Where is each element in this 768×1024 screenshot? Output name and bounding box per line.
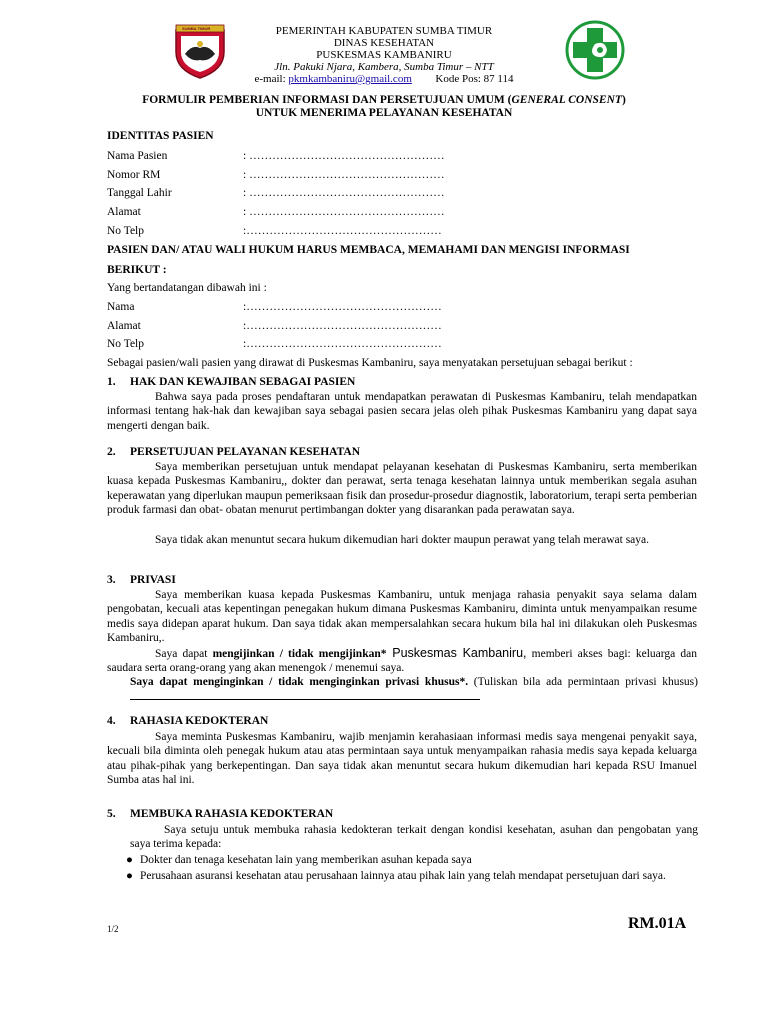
email-label: e-mail:	[254, 73, 286, 85]
section-number: 4.	[107, 715, 116, 727]
privacy-paragraph: Saya dapat menginginkan / tidak menginginkan privasi khusus*. (Tuliskan bila ada permintaan privasi khusus)	[130, 675, 698, 705]
section-number: 1.	[107, 376, 116, 388]
title-part-2: )	[621, 94, 626, 106]
email-link[interactable]: pkmkambaniru@gmail.com	[288, 73, 412, 85]
section-number: 5.	[107, 808, 116, 820]
section-paragraph: Bahwa saya pada proses pendaftaran untuk mendapatkan perawatan di Puskesmas Kambaniru, telah mendapatkan informasi tentang hak-hak dan kewajiban saya sebagai pasien secara jelas oleh pihak Puskesmas Kambaniru yang dapat saya mengerti dengan baik.	[107, 391, 697, 432]
access-permission-paragraph: Saya dapat mengijinkan / tidak mengijinkan* Puskesmas Kambaniru, memberi akses bagi: keluarga dan saudara serta orang-orang yang akan menengok / menemui saya.	[107, 646, 697, 675]
list-item: ● Perusahaan asuransi kesehatan atau perusahaan lainnya atau pihak lain yang telah mendapat persetujuan dari saya.	[126, 870, 666, 882]
section-title: PRIVASI	[130, 574, 176, 586]
privacy-choice[interactable]: Saya dapat menginginkan / tidak menginginkan privasi khusus*.	[130, 676, 469, 688]
guardian-heading: PASIEN DAN/ ATAU WALI HUKUM HARUS MEMBACA, MEMAHAMI DAN MENGISI INFORMASI	[107, 244, 630, 256]
form-code: RM.01A	[628, 915, 687, 932]
medical-record-field[interactable]: : ……………………………………………	[243, 169, 445, 181]
field-label: Nama Pasien	[107, 150, 168, 162]
identity-heading: IDENTITAS PASIEN	[107, 130, 214, 142]
guardian-phone-field[interactable]: :……………………………………………	[243, 338, 442, 350]
guardian-address-field[interactable]: :……………………………………………	[243, 320, 442, 332]
header-puskesmas: PUSKESMAS KAMBANIRU	[316, 49, 452, 61]
phone-field[interactable]: :……………………………………………	[243, 225, 442, 237]
section-paragraph: Saya tidak akan menuntut secara hukum dikemudian hari dokter maupun perawat yang telah merawat saya.	[155, 534, 650, 546]
section-paragraph: Saya memberikan persetujuan untuk mendapat pelayanan kesehatan di Puskesmas Kambaniru, serta memberikan kuasa kepada Puskesmas Kambaniru,, dokter dan perawat, serta tenaga kesehatan lainnya untuk memberikan segala asuhan keperawatan yang diperlukan maupun pemeriksaan fisik dan prosedur-prosedur diagnostik, laboratorium, terapi serta pemberian produk farmasi dan obat- obatan menurut pertimbangan dokter yang disarankan pada perawatan saya.	[107, 461, 697, 516]
section-number: 3.	[107, 574, 116, 586]
field-label: No Telp	[107, 338, 144, 350]
privacy-request-line[interactable]	[130, 689, 480, 700]
permission-choice[interactable]: mengijinkan / tidak mengijinkan*	[212, 648, 387, 660]
field-label: Alamat	[107, 206, 141, 218]
section-paragraph: Saya meminta Puskesmas Kambaniru, wajib menjamin kerahasiaan informasi medis saya mengenai penyakit saya, kecuali bila diminta oleh penegak hukum atau atas permintaan saya untuk menyampaikan rahasia medis saya kepada keluarga atau pihak-pihak yang berkepentingan. Dan saya tidak akan menuntut secara hukum dikemudian hari kepada RSU Imanuel Sumba atas hal ini.	[107, 731, 697, 786]
guardian-intro: Yang bertandatangan dibawah ini :	[107, 282, 267, 294]
field-label: Nomor RM	[107, 169, 161, 181]
list-item: ● Dokter dan tenaga kesehatan lain yang memberikan asuhan kepada saya	[126, 854, 472, 866]
postcode: Kode Pos: 87 114	[435, 73, 514, 85]
header-department: DINAS KESEHATAN	[333, 37, 435, 49]
section-paragraph: Saya memberikan kuasa kepada Puskesmas Kambaniru, untuk menjaga rahasia penyakit saya selama dalam pengobatan, kecuali atas kepentingan penegakan hukum dimana Puskesmas Kambaniru, diminta untuk menyampaikan resume medis saya didepan aparat hukum. Dan saya tidak akan mempersalahkan secara hukum bila hal ini dilakukan oleh Puskesmas Kambaniru,.	[107, 589, 697, 644]
section-title: HAK DAN KEWAJIBAN SEBAGAI PASIEN	[130, 376, 356, 388]
header-government: PEMERINTAH KABUPATEN SUMBA TIMUR	[275, 25, 493, 37]
title-part-1: FORMULIR PEMBERIAN INFORMASI DAN PERSETUJUAN UMUM (	[142, 94, 512, 106]
section-title: RAHASIA KEDOKTERAN	[130, 715, 269, 727]
field-label: Nama	[107, 301, 135, 313]
district-logo-text: SUMBA TIMUR	[182, 26, 211, 31]
section-paragraph: Saya setuju untuk membuka rahasia kedokteran terkait dengan kondisi kesehatan, asuhan dan pengobatan yang saya terima kepada:	[130, 824, 698, 851]
section-title: PERSETUJUAN PELAYANAN KESEHATAN	[130, 446, 361, 458]
title-italic: GENERAL CONSENT	[511, 94, 622, 106]
header-contact	[0, 73, 768, 85]
section-title: MEMBUKA RAHASIA KEDOKTERAN	[130, 808, 334, 820]
field-label: No Telp	[107, 225, 144, 237]
field-label: Alamat	[107, 320, 141, 332]
patient-name-field[interactable]: : ……………………………………………	[243, 150, 445, 162]
guardian-heading-2: BERIKUT :	[107, 264, 167, 276]
form-title	[0, 94, 768, 107]
section-number: 2.	[107, 446, 116, 458]
consent-statement: Sebagai pasien/wali pasien yang dirawat di Puskesmas Kambaniru, saya menyatakan persetujuan sebagai berikut :	[107, 357, 633, 369]
address-field[interactable]: : ……………………………………………	[243, 206, 445, 218]
header-address: Jln. Pakuki Njara, Kambera, Sumba Timur – NTT	[274, 61, 494, 73]
birthdate-field[interactable]: : ……………………………………………	[243, 187, 445, 199]
field-label: Tanggal Lahir	[107, 187, 172, 199]
page-number: 1/2	[107, 924, 119, 934]
guardian-name-field[interactable]: :……………………………………………	[243, 301, 442, 313]
form-subtitle: UNTUK MENERIMA PELAYANAN KESEHATAN	[255, 107, 513, 119]
